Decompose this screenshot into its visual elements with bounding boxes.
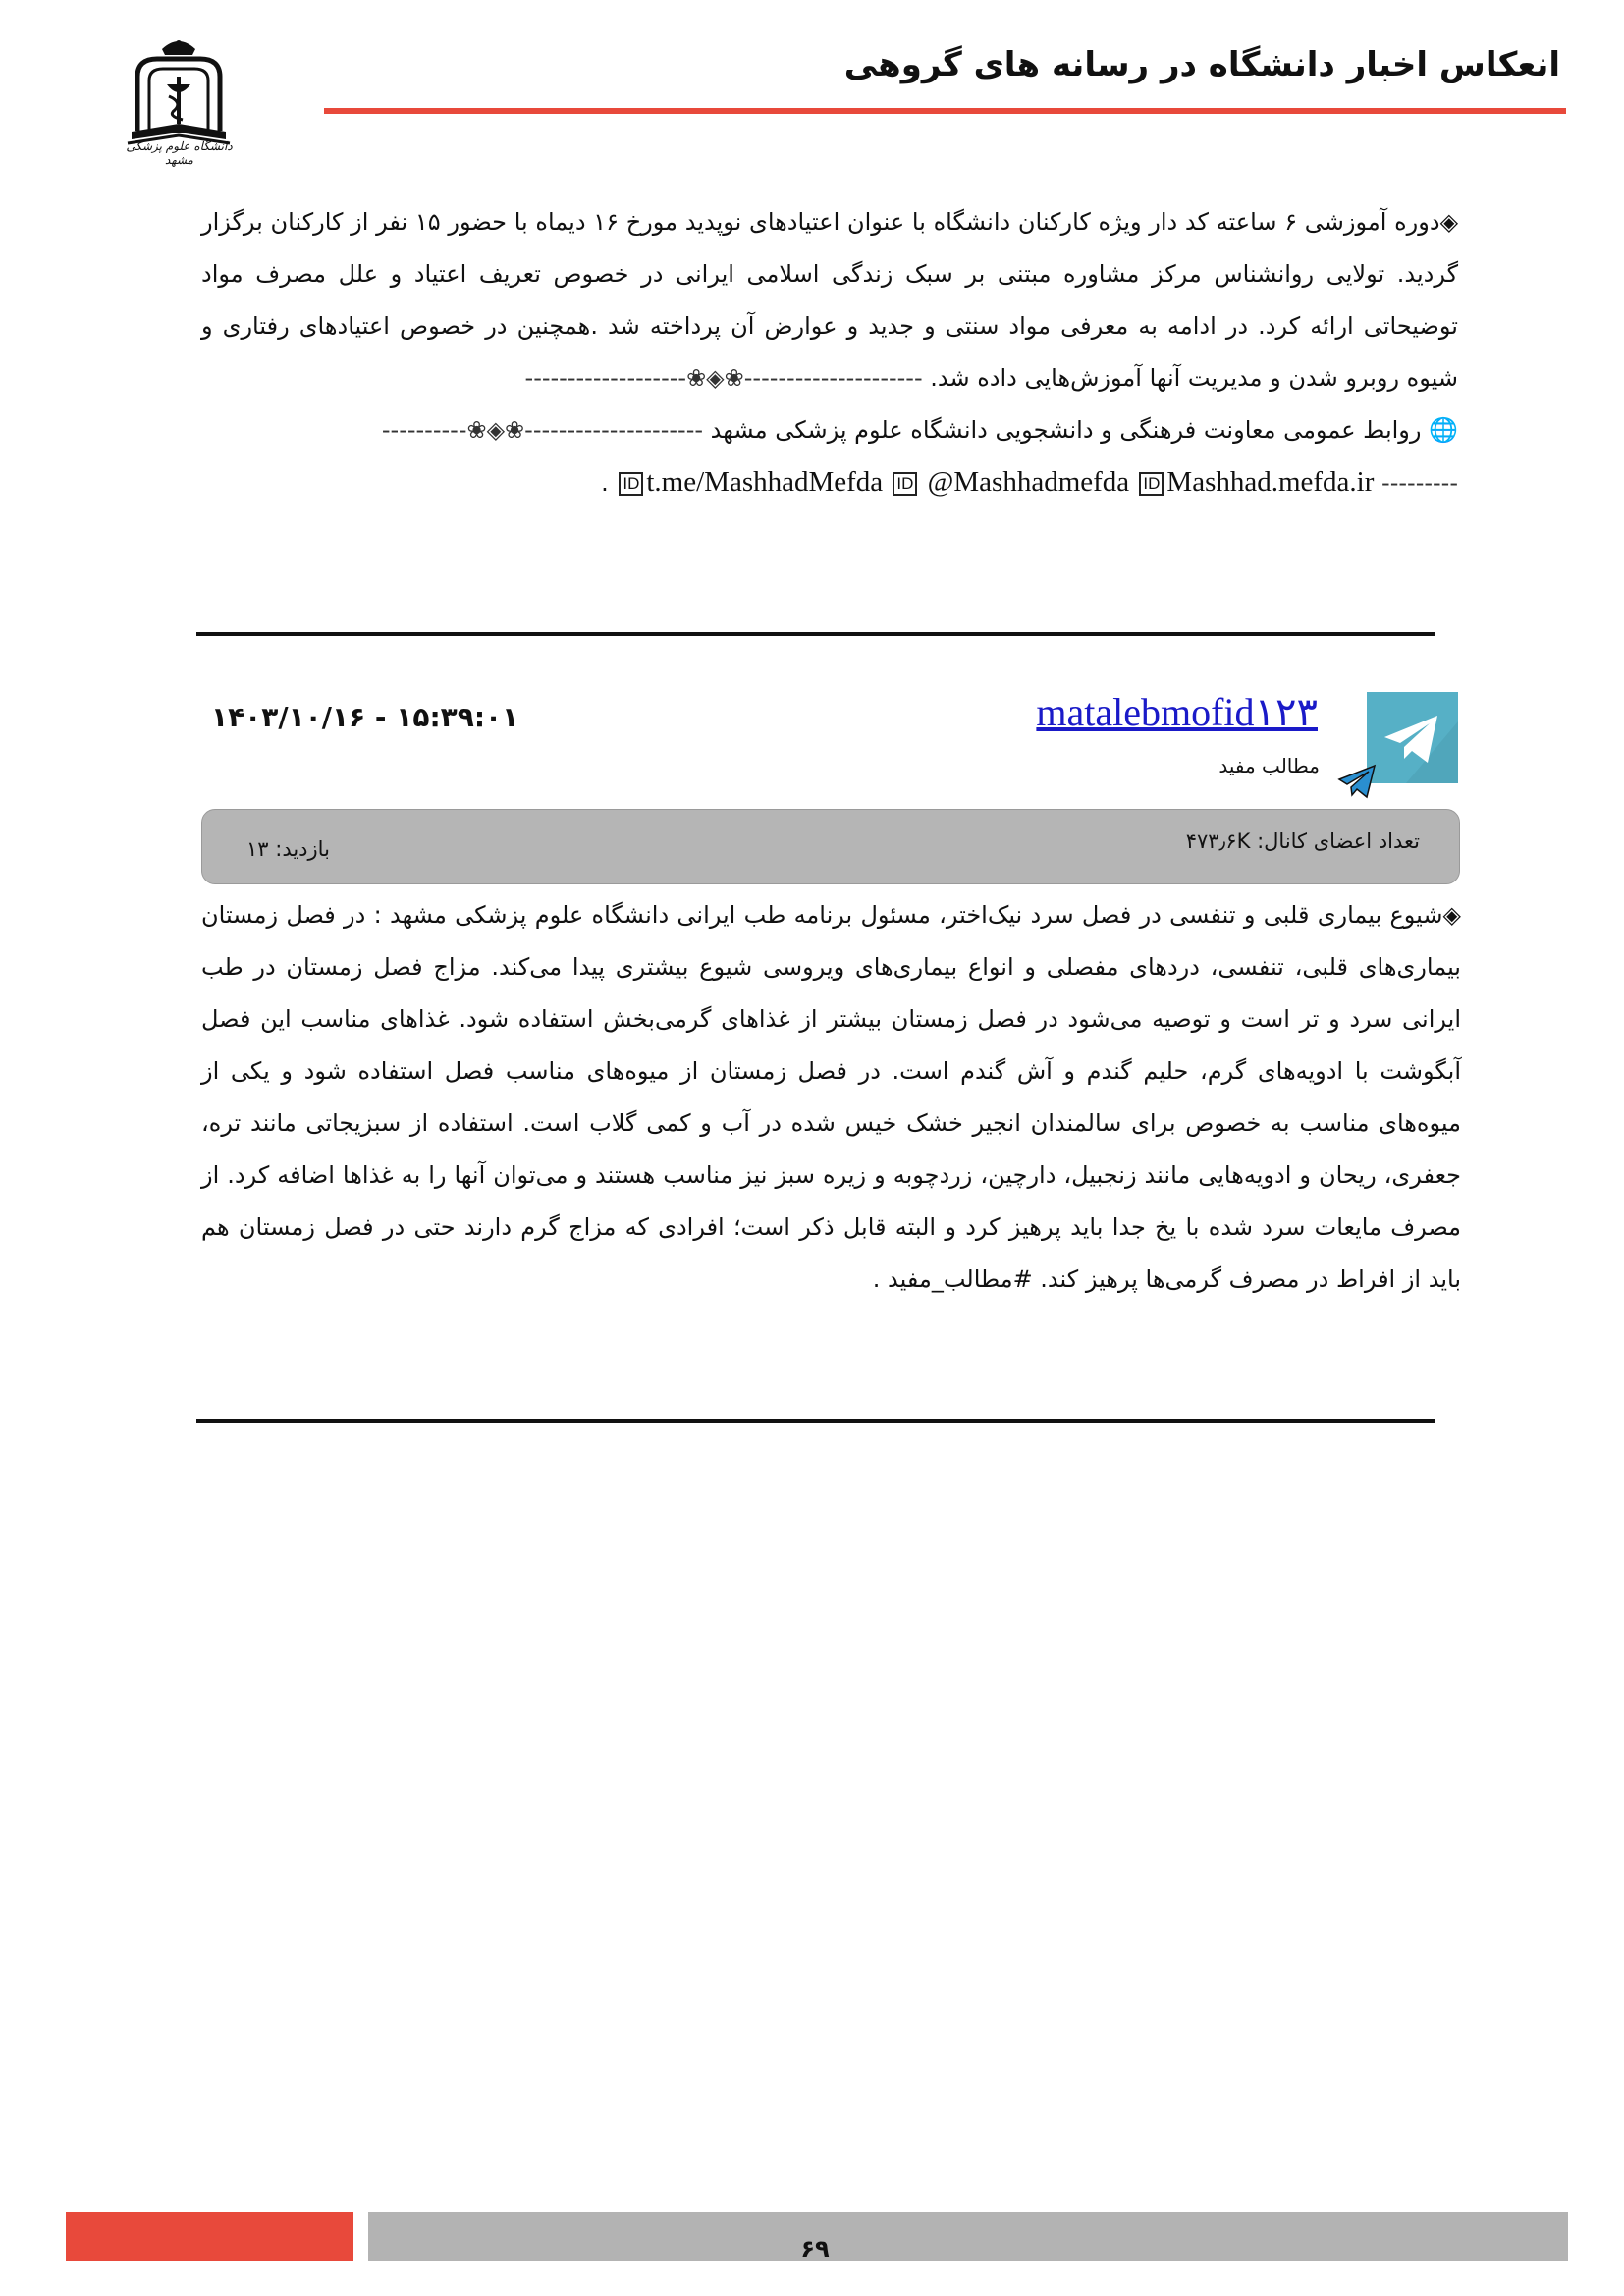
post-views-count: بازدید: ۱۳ bbox=[246, 837, 330, 861]
post-1-links bbox=[616, 466, 1374, 498]
channel-stats-bar bbox=[201, 809, 1460, 884]
header-rule bbox=[324, 108, 1566, 114]
post-1-body bbox=[201, 196, 1458, 509]
telegram-channel-icon bbox=[1367, 692, 1458, 783]
post-1-end-dot: . bbox=[601, 469, 609, 497]
post-divider bbox=[196, 632, 1435, 636]
id-icon: ID bbox=[893, 472, 917, 496]
website-link[interactable]: Mashhad.mefda.ir bbox=[1166, 466, 1375, 498]
id-icon: ID bbox=[1139, 472, 1164, 496]
post-2-text: شیوع بیماری قلبی و تنفسی در فصل سرد نیک‌اختر، مسئول برنامه طب ایرانی دانشگاه علوم پزشکی مشهد : در فصل زمستان بیماری‌های قلبی، تنفسی، دردهای مفصلی و انواع بیماری‌های ویروسی شیوع بیشتری پیدا می‌کند. مزاج فصل زمستان در طب ایرانی سرد و تر است و توصیه می‌شود در فصل زمستان بیشتر از غذاهای گرمی‌بخش استفاده شود. غذاهای مناسب این فصل آبگوشت با ادویه‌های گرم، حلیم گندم و آش گندم است. در فصل زمستان از میوه‌های مناسب فصل استفاده شود و یکی از میوه‌های مناسب به خصوص برای سالمندان انجیر خشک خیس شده در آب و کمی گلاب است. استفاده از سبزیجاتی مانند تره، جعفری، ریحان و ادویه‌هایی مانند زنجبیل، دارچین، زردچوبه و زیره سبز نیز مناسب هستند و می‌توان آنها را به غذاها اضافه کرد. از مصرف مایعات سرد شده با یخ جدا باید پرهیز کرد و البته قابل ذکر است؛ افرادی که مزاج گرم دارند حتی در فصل زمستان هم باید از افراط در مصرف گرمی‌ها پرهیز کند. #مطالب_مفید . bbox=[201, 901, 1461, 1293]
university-logo bbox=[118, 37, 241, 165]
post-1-relations: روابط عمومی معاونت فرهنگی و دانشجویی دانشگاه علوم پزشکی مشهد bbox=[710, 416, 1422, 444]
channel-handle-link[interactable]: matalebmofid۱۲۳ bbox=[1036, 690, 1318, 734]
handle-link[interactable]: @Mashhadmefda bbox=[927, 466, 1130, 498]
diamond-bullet-icon: ◈ bbox=[1442, 901, 1461, 929]
diamond-bullet-icon: ◈ bbox=[1439, 208, 1459, 236]
post-1-separator-2: ---------------------❀◈❀---------- bbox=[381, 416, 704, 444]
page-number: ۶۹ bbox=[800, 2235, 830, 2263]
post-divider bbox=[196, 1419, 1435, 1423]
page-header-title: انعکاس اخبار دانشگاه در رسانه های گروهی bbox=[843, 45, 1560, 84]
post-1-separator-1: ---------------------❀◈❀------------------- bbox=[524, 364, 923, 392]
telegram-plane-icon bbox=[1337, 764, 1377, 799]
id-icon: ID bbox=[619, 472, 643, 496]
post-1-text: دوره آموزشی ۶ ساعته کد دار ویژه کارکنان دانشگاه با عنوان اعتیادهای نوپدید مورخ ۱۶ دیماه با حضور ۱۵ نفر از کارکنان برگزار گردید. تولایی روانشناس مرکز مشاوره مبتنی بر سبک زندگی اسلامی ایرانی در خصوص تعریف اعتیاد و علل مصرف مواد توضیحاتی ارائه کرد. در ادامه به معرفی مواد سنتی و جدید و عوارض آن پرداخته شد .همچنین در خصوص اعتیادهای رفتاری و شیوه روبرو شدن و مدیریت آنها آموزش‌هایی داده شد. bbox=[201, 208, 1458, 392]
post-datetime: ۱۴۰۳/۱۰/۱۶ - ۱۵:۳۹:۰۱ bbox=[211, 701, 519, 733]
post-1-dash-tail: --------- bbox=[1381, 469, 1458, 497]
post-2-body bbox=[201, 889, 1461, 1306]
globe-icon: 🌐 bbox=[1429, 416, 1458, 444]
logo-caption: دانشگاه علوم پزشکی مشهد bbox=[126, 139, 233, 167]
channel-members-count: تعداد اعضای کانال: ۴۷۳٫۶K bbox=[1185, 829, 1420, 853]
footer-gray-bar bbox=[368, 2212, 1568, 2261]
channel-name: مطالب مفید bbox=[1218, 754, 1320, 777]
footer-accent-bar bbox=[66, 2212, 353, 2261]
telegram-link[interactable]: t.me/MashhadMefda bbox=[646, 466, 884, 498]
